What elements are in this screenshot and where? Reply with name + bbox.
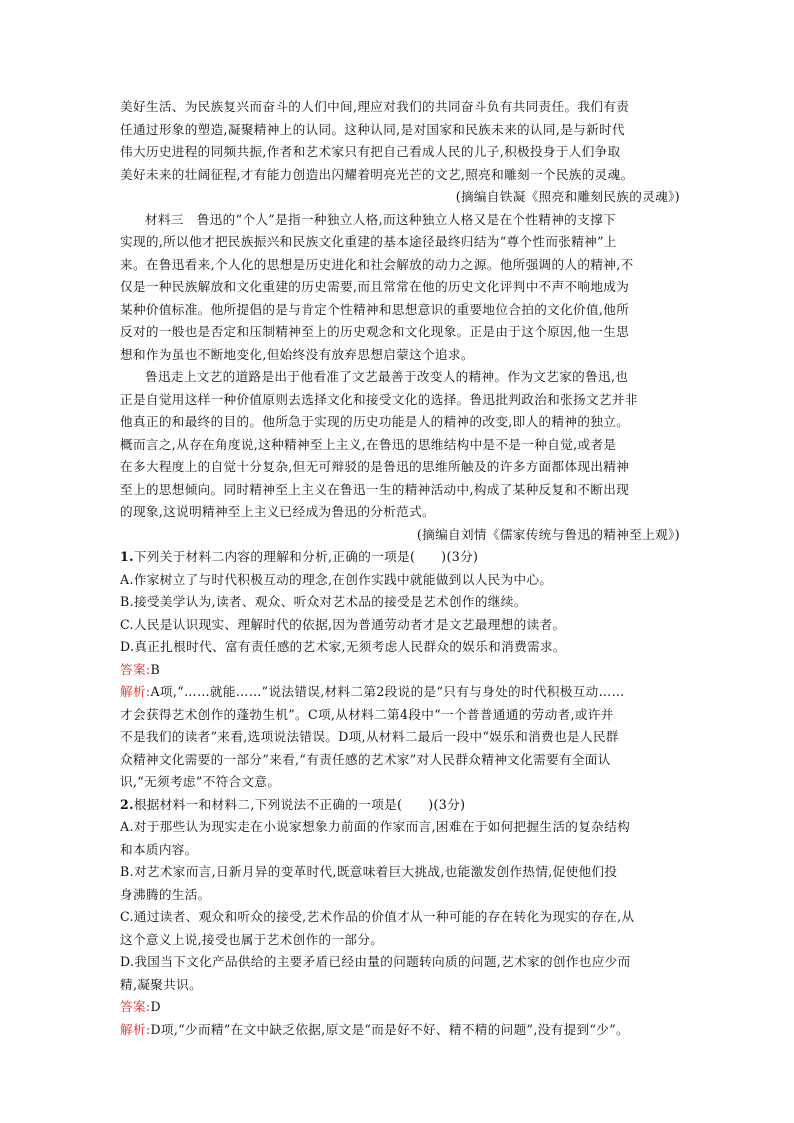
text-line: 伟大历史进程的同频共振,作者和艺术家只有把自己看成人民的儿子,积极投身于人们争取 xyxy=(120,144,621,159)
question-number: 2. xyxy=(120,796,134,812)
text-line: 在多大程度上的自觉十分复杂,但无可辩驳的是鲁迅的思维所触及的许多方面都体现出精神 xyxy=(120,459,630,474)
question-text: 下列关于材料二内容的理解和分析,正确的一项是( )(3分) xyxy=(133,549,479,564)
document-page xyxy=(120,96,680,1041)
option-b: B.对艺术家而言,日新月异的变革时代,既意味着巨大挑战,也能激发创作热情,促使他们投 xyxy=(120,864,618,879)
analysis-line xyxy=(120,681,680,704)
source-citation: (摘编自刘情《儒家传统与鲁迅的精神至上观》) xyxy=(416,526,680,542)
option-c-cont: 这个意义上说,接受也属于艺术创作的一部分。 xyxy=(120,931,384,947)
question-1 xyxy=(120,546,680,794)
analysis-line: 不是我们的读者”来看,选项说法错误。D项,从材料二最后一段中“娱乐和消费也是人民群 xyxy=(120,729,619,744)
option-c: C.通过读者、观众和听众的接受,艺术作品的价值才从一种可能的存在转化为现实的存在,从 xyxy=(120,909,635,924)
text-line: 至上的思想倾向。同时精神至上主义在鲁迅一生的精神活动中,构成了某种反复和不断出现 xyxy=(120,481,630,497)
question-2 xyxy=(120,794,680,1042)
option-a: A.对于那些认为现实走在小说家想象力前面的作家而言,困难在于如何把握生活的复杂结构 xyxy=(120,819,631,834)
option-b: B.接受美学认为,读者、观众、听众对艺术品的接受是艺术创作的继续。 xyxy=(120,594,527,609)
answer-value: D xyxy=(150,999,161,1014)
text-line: 他真正的和最终的目的。他所急于实现的历史功能是人的精神的改变,即人的精神的独立。 xyxy=(120,414,630,429)
option-a: A.作家树立了与时代积极互动的理念,在创作实践中就能做到以人民为中心。 xyxy=(120,571,553,587)
analysis-label: 解析: xyxy=(120,1021,151,1037)
source-citation: (摘编自铁凝《照亮和雕刻民族的灵魂》) xyxy=(455,189,680,204)
text-line: 概而言之,从存在角度说,这种精神至上主义,在鲁迅的思维结构中是不是一种自觉,或者是 xyxy=(120,436,617,452)
text-line: 鲁迅走上文艺的道路是出于他看准了文艺最善于改变人的精神。作为文艺家的鲁迅,也 xyxy=(145,369,629,384)
text-line: 来。在鲁迅看来,个人化的思想是历史进化和社会解放的动力之源。他所强调的人的精神,不 xyxy=(120,256,634,272)
option-a-cont: 和本质内容。 xyxy=(120,841,198,857)
analysis-label: 解析: xyxy=(120,684,151,699)
analysis-line xyxy=(120,1019,680,1042)
option-d-cont: 精,凝聚共识。 xyxy=(120,976,203,992)
text-line: 任通过形象的塑造,凝聚精神上的认同。这种认同,是对国家和民族未来的认同,是与新时代 xyxy=(120,121,625,137)
analysis-line: 众精神文化需要的一部分”来看,“有责任感的艺术家”对人民群众精神文化需要有全面认 xyxy=(120,751,611,767)
text-line: 实现的,所以他才把民族振兴和民族文化重建的基本途径最终归结为“尊个性而张精神”上 xyxy=(120,234,617,249)
question-text: 根据材料一和材料二,下列说法不正确的一项是( )(3分) xyxy=(133,796,466,812)
text-line: 美好未来的壮阔征程,才有能力创造出闪耀着明亮光芒的文艺,照亮和雕刻一个民族的灵魂。 xyxy=(120,166,634,182)
analysis-line: 才会获得艺术创作的蓬勃生机”。C项,从材料二第4段中“一个普普通通的劳动者,或许并 xyxy=(120,706,614,722)
question-stem xyxy=(120,794,680,817)
answer-label: 答案: xyxy=(120,999,151,1014)
answer-value: B xyxy=(150,661,161,677)
text-line: 美好生活、为民族复兴而奋斗的人们中间,理应对我们的共同奋斗负有共同责任。我们有责 xyxy=(120,99,630,114)
answer-label: 答案: xyxy=(120,661,151,677)
text-line: 仅是一种民族解放和文化重建的历史需要,而且常常在他的历史文化评判中不声不响地成为 xyxy=(120,279,630,294)
passage-top xyxy=(120,96,680,209)
analysis-text: A项,“……就能……”说法错误,材料二第2段说的是“只有与身处的时代积极互动…… xyxy=(150,684,625,699)
text-line: 想和作为虽也不断地变化,但始终没有放弃思想启蒙这个追求。 xyxy=(120,346,474,362)
text-line: 反对的一般也是否定和压制精神至上的历史观念和文化现象。正是由于这个原因,他一生思 xyxy=(120,324,630,339)
option-d: D.我国当下文化产品供给的主要矛盾已经由量的问题转向质的问题,艺术家的创作也应少而 xyxy=(120,954,631,969)
text-line: 某种价值标准。他所提倡的是与肯定个性精神和思想意识的重要地位合拍的文化价值,他所 xyxy=(120,301,630,317)
question-stem xyxy=(120,546,680,569)
text-line: 材料三 鲁迅的“个人”是指一种独立人格,而这种独立人格又是在个性精神的支撑下 xyxy=(145,211,616,227)
option-c: C.人民是认识现实、理解时代的依据,因为普通劳动者才是文艺最理想的读者。 xyxy=(120,616,566,632)
material-three xyxy=(120,209,680,547)
question-number: 1. xyxy=(120,549,134,564)
option-d: D.真正扎根时代、富有责任感的艺术家,无须考虑人民群众的娱乐和消费需求。 xyxy=(120,639,566,654)
answer xyxy=(120,996,680,1019)
analysis-text: D项,“少而精”在文中缺乏依据,原文是“而是好不好、精不精的问题”,没有提到“少”。 xyxy=(150,1021,629,1037)
text-line: 正是自觉用这样一种价值原则去选择文化和接受文化的选择。鲁迅批判政治和张扬文艺并非 xyxy=(120,391,638,407)
answer xyxy=(120,659,680,682)
analysis-line: 识,“无须考虑”不符合文意。 xyxy=(120,774,281,789)
text-line: 的现象,这说明精神至上主义已经成为鲁迅的分析范式。 xyxy=(120,504,436,519)
option-b-cont: 身沸腾的生活。 xyxy=(120,886,211,902)
